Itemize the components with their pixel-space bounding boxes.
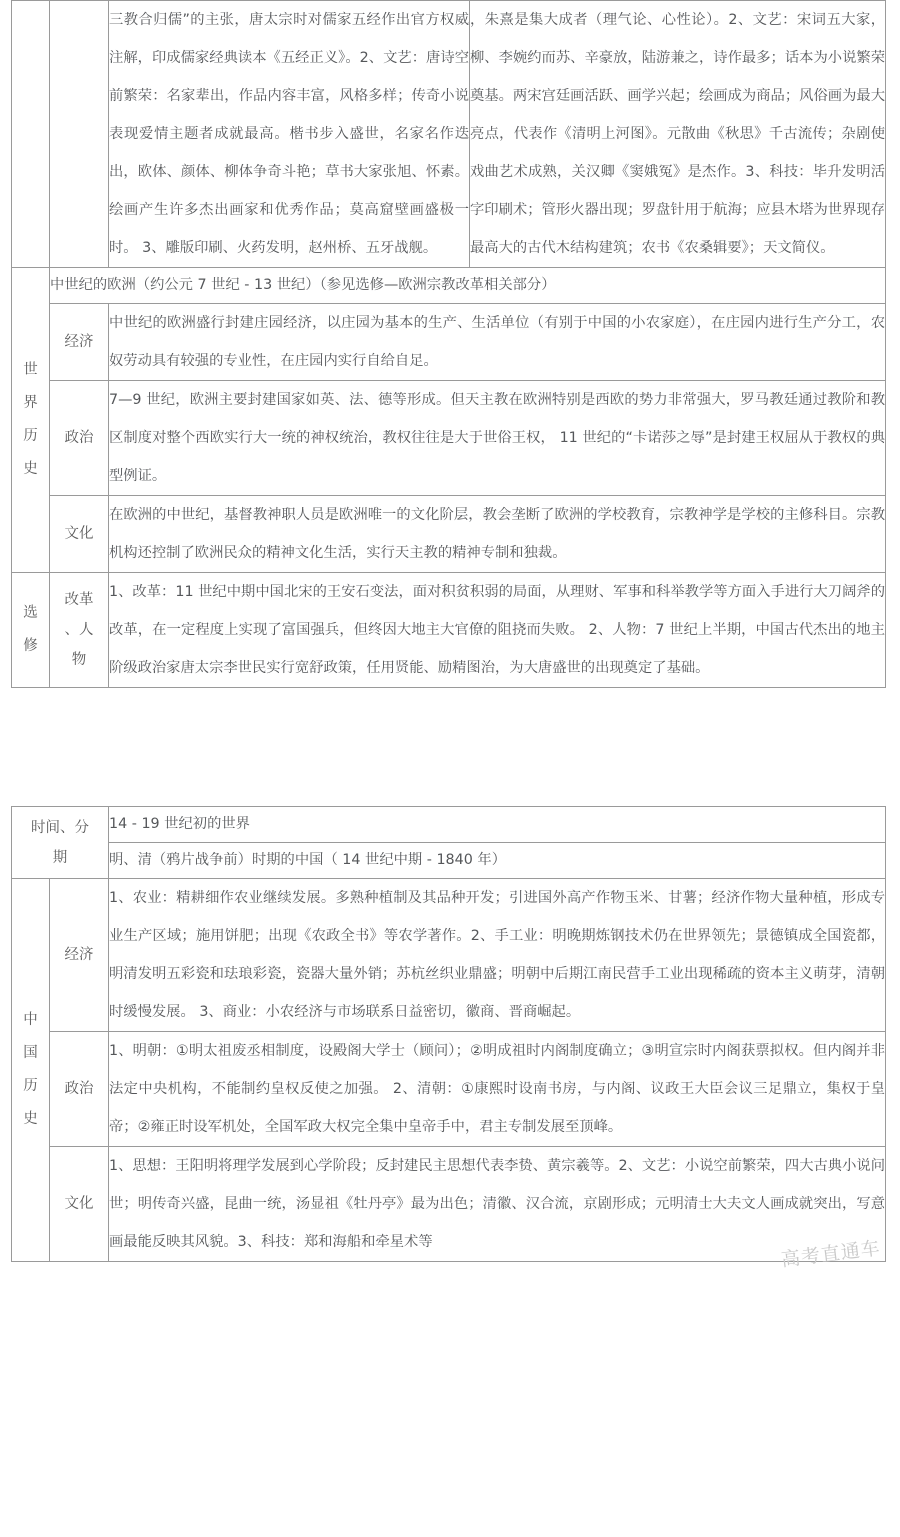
label-char: 史 [23, 461, 38, 477]
category-world-economy: 经济 [50, 304, 109, 381]
table-row [12, 843, 886, 879]
row-label-elective [12, 573, 50, 688]
table-row [12, 304, 886, 381]
category-line: 物 [71, 652, 87, 668]
label-char: 选 [23, 605, 38, 621]
label-char: 世 [23, 362, 38, 378]
label-char: 历 [23, 428, 38, 444]
label-char: 界 [23, 395, 38, 411]
label-char: 国 [23, 1045, 38, 1061]
category-china-politics: 政治 [50, 1032, 109, 1147]
table-row [12, 381, 886, 496]
table-row [12, 573, 886, 688]
category-world-culture: 文化 [50, 496, 109, 573]
page-bottom-gap [0, 1262, 900, 1284]
table-row [12, 807, 886, 843]
category-elective [50, 573, 109, 688]
category-china-economy: 经济 [50, 879, 109, 1032]
label-char: 史 [23, 1111, 38, 1127]
world-culture-text: 在欧洲的中世纪，基督教神职人员是欧洲唯一的文化阶层，教会垄断了欧洲的学校教育，宗教神学是学校的主修科目。宗教机构还控制了欧洲民众的精神文化生活，实行天主教的精神专制和独裁。 [109, 496, 886, 573]
label-line: 时间、分 [31, 819, 89, 836]
table-row [12, 1, 886, 268]
row-label-china-history [12, 879, 50, 1262]
category-line: 改革 [64, 592, 94, 608]
label-line: 期 [52, 849, 68, 866]
label-char: 修 [23, 638, 38, 654]
ancient-china-song-yuan-text: ，朱熹是集大成者（理气论、心性论）。2、文艺：宋词五大家，柳、李婉约而苏、辛豪放，陆游兼之，诗作最多；话本为小说繁荣奠基。两宋宫廷画活跃、画学兴起；绘画成为商品；风俗画为最大亮点，代表作《清明上河图》。元散曲《秋思》千古流传；杂剧使戏曲艺术成熟，关汉卿《窦娥冤》是杰作。3、科技：毕升发明活字印刷术；管形火器出现；罗盘针用于航海；应县木塔为世界现存最高大的古代木结构建筑；农书《农桑辑要》；天文简仪。 [470, 1, 886, 268]
label-char: 历 [23, 1078, 38, 1094]
world-economy-text: 中世纪的欧洲盛行封建庄园经济，以庄园为基本的生产、生活单位（有别于中国的小农家庭），在庄园内进行生产分工，农奴劳动具有较强的专业性，在庄园内实行自给自足。 [109, 304, 886, 381]
table-row [12, 879, 886, 1032]
history-table-1 [11, 0, 886, 688]
table-row [12, 496, 886, 573]
ancient-china-sui-tang-text: 三教合归儒”的主张，唐太宗时对儒家五经作出官方权威注解，印成儒家经典读本《五经正义》。2、文艺：唐诗空前繁荣：名家辈出，作品内容丰富，风格多样；传奇小说表现爱情主题者成就最高。楷书步入盛世，名家名作迭出，欧体、颜体、柳体争奇斗艳；草书大家张旭、怀素。绘画产生许多杰出画家和优秀作品；莫高窟壁画盛极一时。 3、雕版印刷、火药发明，赵州桥、五牙战舰。 [109, 1, 470, 268]
china-culture-text: 1、思想：王阳明将理学发展到心学阶段；反封建民主思想代表李贽、黄宗羲等。2、文艺：小说空前繁荣，四大古典小说问世；明传奇兴盛，昆曲一统，汤显祖《牡丹亭》最为出色；清徽、汉合流，京剧形成；元明清士大夫文人画成就突出，写意画最能反映其风貌。3、科技：郑和海船和牵星术等 [109, 1147, 886, 1262]
history-table-2 [11, 806, 886, 1262]
page-gap [0, 688, 900, 806]
row-category-empty-1 [50, 1, 109, 268]
elective-text: 1、改革：11 世纪中期中国北宋的王安石变法，面对积贫积弱的局面，从理财、军事和科举教学等方面入手进行大刀阔斧的改革，在一定程度上实现了富国强兵，但终因大地主大官僚的阻挠而失败。 2、人物：7 世纪上半期，中国古代杰出的地主阶级政治家唐太宗李世民实行宽舒政策，任用贤能、励精图治，为大唐盛世的出现奠定了基础。 [109, 573, 886, 688]
row-label-empty-1 [12, 1, 50, 268]
category-china-culture: 文化 [50, 1147, 109, 1262]
table-row [12, 268, 886, 304]
china-economy-text: 1、农业：精耕细作农业继续发展。多熟种植制及其品种开发；引进国外高产作物玉米、甘薯；经济作物大量种植，形成专业生产区域；施用饼肥；出现《农政全书》等农学著作。2、手工业：明晚期炼钢技术仍在世界领先；景德镇成全国瓷都，明清发明五彩瓷和珐琅彩瓷，瓷器大量外销；苏杭丝织业鼎盛；明朝中后期江南民营手工业出现稀疏的资本主义萌芽，清朝时缓慢发展。 3、商业：小农经济与市场联系日益密切，徽商、晋商崛起。 [109, 879, 886, 1032]
period-world-line: 14 - 19 世纪初的世界 [109, 807, 886, 843]
table-row [12, 1147, 886, 1262]
category-line: 、人 [64, 622, 94, 638]
label-char: 中 [23, 1012, 38, 1028]
period-china-line: 明、清（鸦片战争前）时期的中国（ 14 世纪中期 - 1840 年） [109, 843, 886, 879]
row-label-period [12, 807, 109, 879]
row-label-world-history [12, 268, 50, 573]
world-politics-text: 7—9 世纪，欧洲主要封建国家如英、法、德等形成。但天主教在欧洲特别是西欧的势力非常强大，罗马教廷通过教阶和教区制度对整个西欧实行大一统的神权统治，教权往往是大于世俗王权， 11 世纪的“卡诺莎之辱”是封建王权屈从于教权的典型例证。 [109, 381, 886, 496]
world-history-header: 中世纪的欧洲（约公元 7 世纪 - 13 世纪）（参见选修—欧洲宗教改革相关部分） [50, 268, 886, 304]
watermark-text: 高考直通车 [779, 1237, 882, 1272]
china-politics-text: 1、明朝：①明太祖废丞相制度，设殿阁大学士（顾问）；②明成祖时内阁制度确立；③明宣宗时内阁获票拟权。但内阁并非法定中央机构，不能制约皇权反使之加强。 2、清朝：①康熙时设南书房，与内阁、议政王大臣会议三足鼎立，集权于皇帝；②雍正时设军机处，全国军政大权完全集中皇帝手中，君主专制发展至顶峰。 [109, 1032, 886, 1147]
table-row [12, 1032, 886, 1147]
category-world-politics: 政治 [50, 381, 109, 496]
